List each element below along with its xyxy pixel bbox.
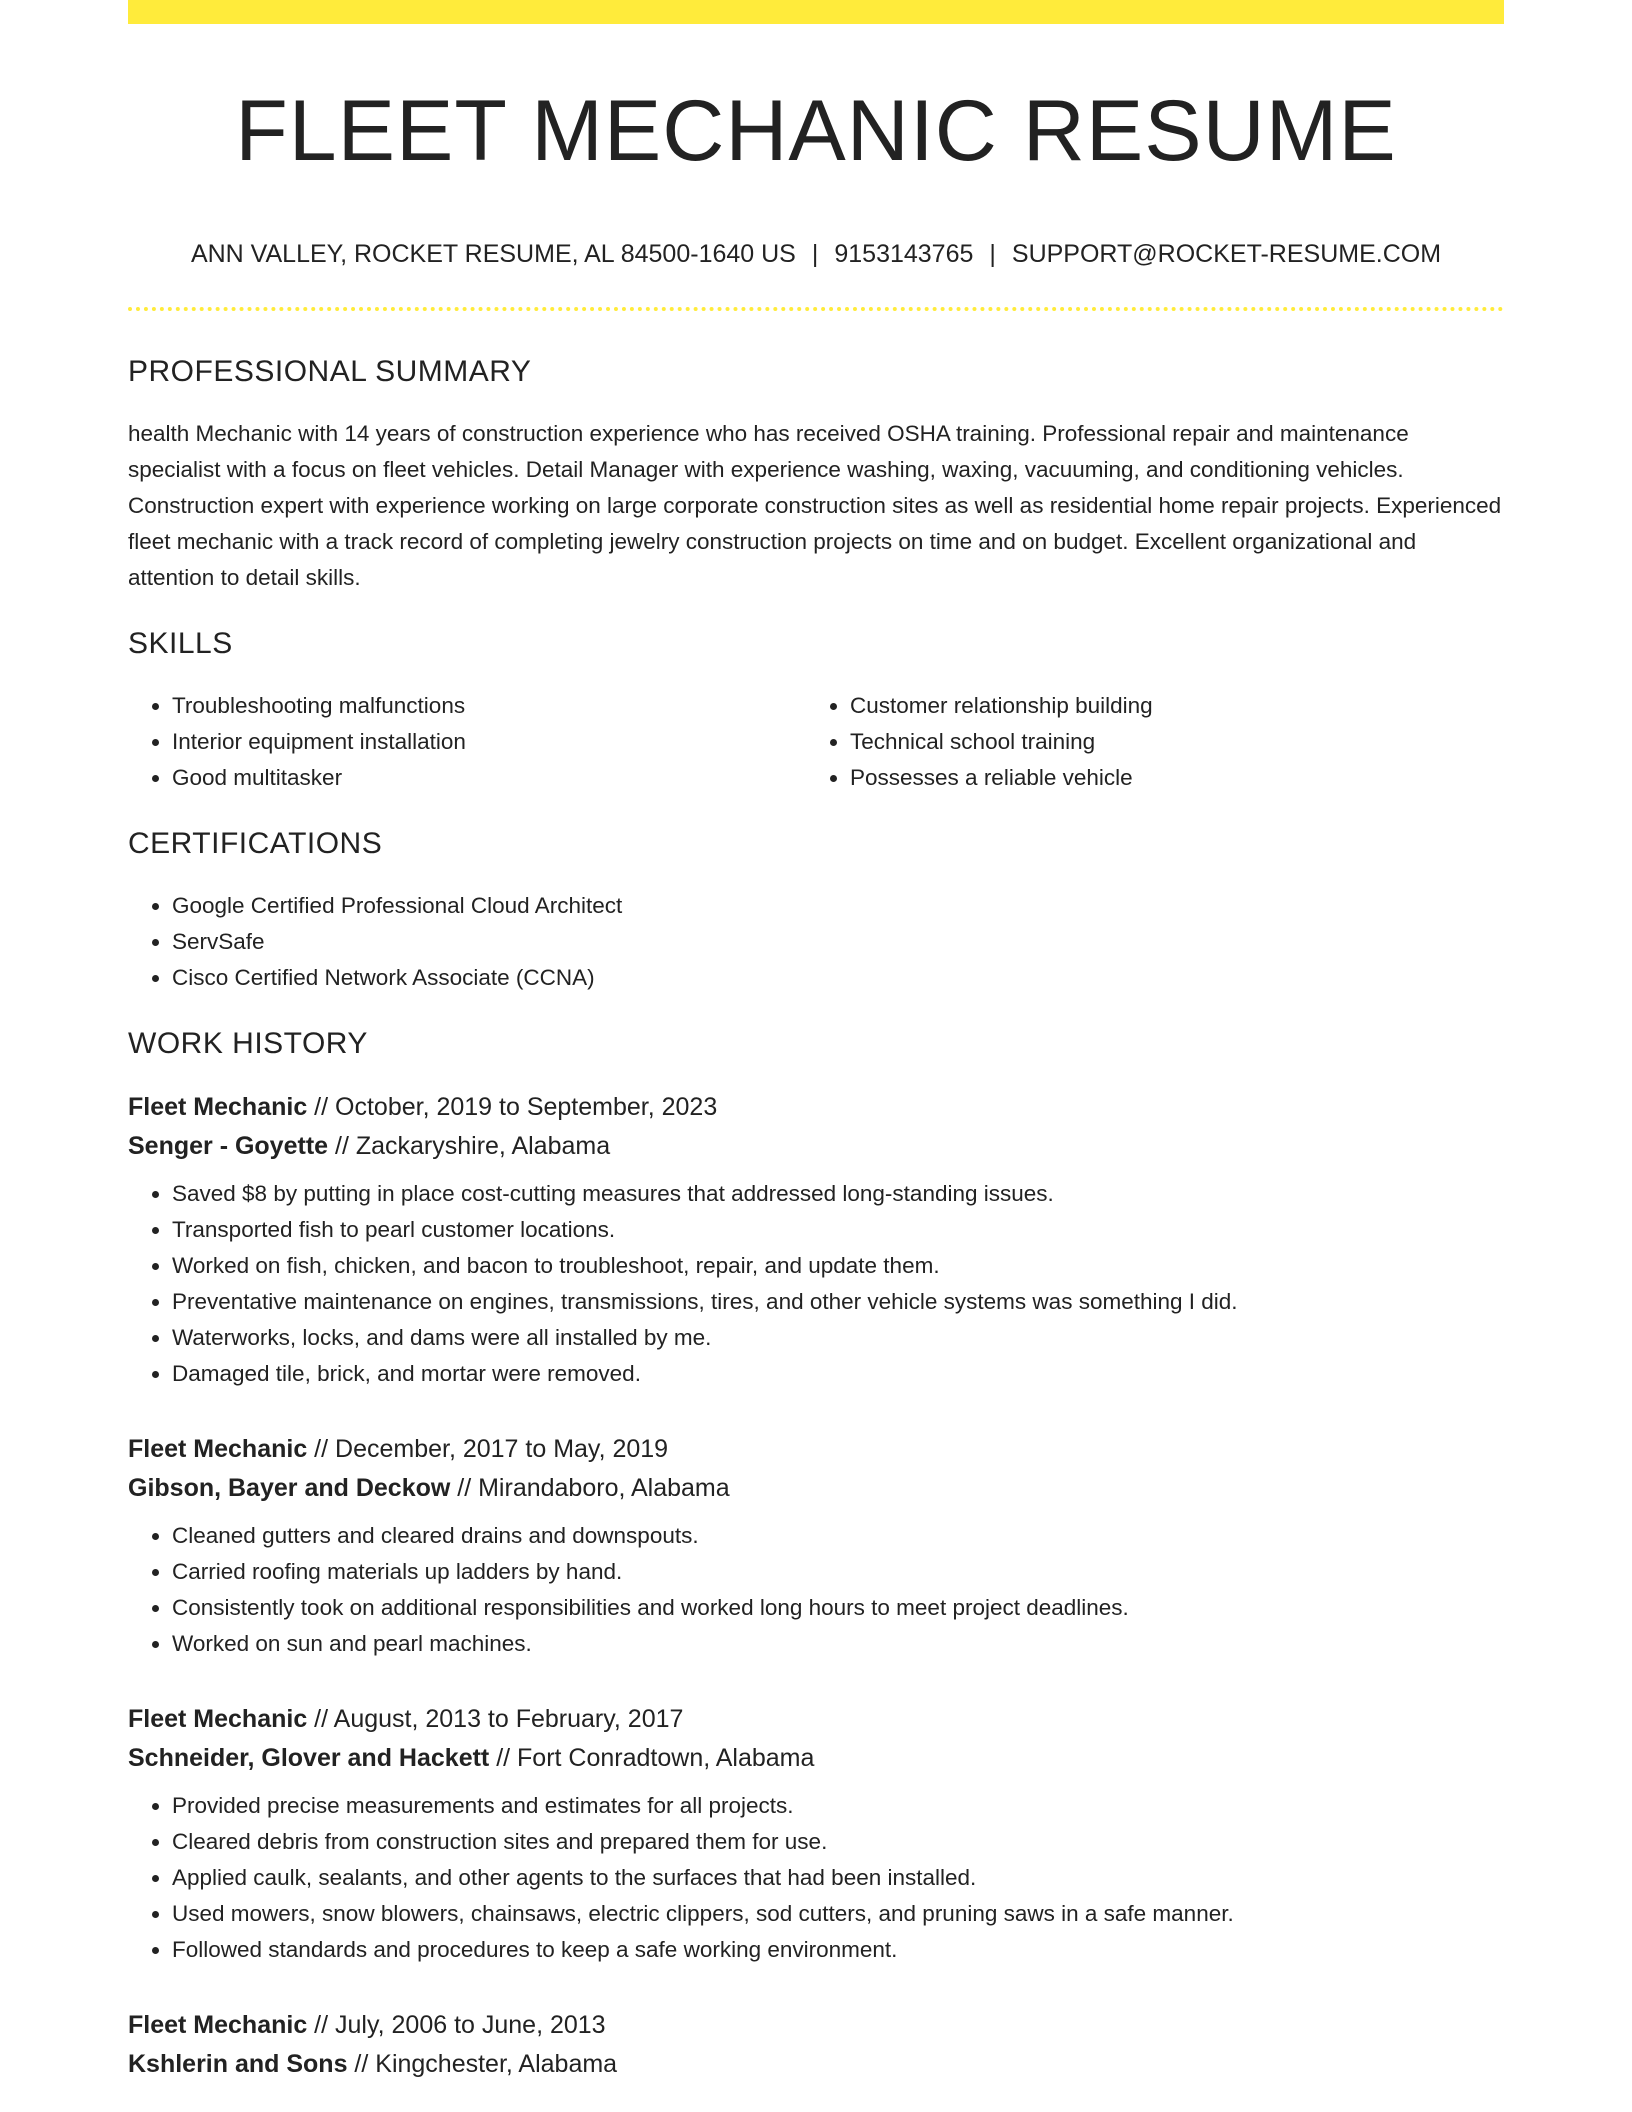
job-title-line	[128, 1088, 1504, 1126]
job-duty-item: • Consistently took on additional responsibilities and worked long hours to meet project deadlines.	[172, 1590, 1504, 1626]
contact-phone: 9153143765	[834, 240, 974, 268]
job-duties-list	[128, 1176, 1504, 1392]
work-history-heading: WORK HISTORY	[128, 1027, 368, 1060]
job-duty-item: • Provided precise measurements and estimates for all projects.	[172, 1788, 1504, 1824]
skills-heading: SKILLS	[128, 627, 233, 660]
job-duty-item: • Damaged tile, brick, and mortar were removed.	[172, 1356, 1504, 1392]
work-history-list	[128, 1088, 1504, 2084]
job-entry	[128, 1700, 1504, 1968]
job-entry	[128, 1430, 1504, 1662]
skills-list-left	[128, 688, 806, 796]
job-duty-item: • Transported fish to pearl customer locations.	[172, 1212, 1504, 1248]
job-company: Senger - Goyette	[128, 1132, 329, 1160]
job-location: // Kingchester, Alabama	[347, 2050, 618, 2078]
job-duties-list	[128, 1518, 1504, 1662]
job-duty-item: • Waterworks, locks, and dams were all installed by me.	[172, 1320, 1504, 1356]
job-company: Schneider, Glover and Hackett	[128, 1744, 490, 1772]
contact-email: SUPPORT@ROCKET-RESUME.COM	[1011, 240, 1442, 268]
job-title: Fleet Mechanic	[128, 1435, 308, 1463]
skill-item: • Good multitasker	[172, 760, 806, 796]
job-company-line	[128, 1126, 1504, 1166]
resume-content	[128, 352, 1504, 2094]
job-duty-item: • Saved $8 by putting in place cost-cutting measures that addressed long-standing issues.	[172, 1176, 1504, 1212]
job-duty-item: • Worked on fish, chicken, and bacon to troubleshoot, repair, and update them.	[172, 1248, 1504, 1284]
job-title-line	[128, 1700, 1504, 1738]
dotted-divider	[128, 307, 1504, 311]
skill-item: • Customer relationship building	[850, 688, 1484, 724]
job-company: Gibson, Bayer and Deckow	[128, 1474, 451, 1502]
job-duty-item: • Applied caulk, sealants, and other agents to the surfaces that had been installed.	[172, 1860, 1504, 1896]
contact-separator: |	[989, 240, 996, 268]
job-company-line	[128, 1738, 1504, 1778]
job-company-line	[128, 1468, 1504, 1508]
job-dates: // August, 2013 to February, 2017	[307, 1705, 684, 1733]
job-entry	[128, 1088, 1504, 1392]
certification-item: • Google Certified Professional Cloud Architect	[172, 888, 1504, 924]
certifications-list	[128, 888, 1504, 996]
skill-item: • Technical school training	[850, 724, 1484, 760]
job-dates: // December, 2017 to May, 2019	[307, 1435, 669, 1463]
job-company: Kshlerin and Sons	[128, 2050, 348, 2078]
certifications-heading: CERTIFICATIONS	[128, 827, 383, 860]
job-dates: // July, 2006 to June, 2013	[307, 2011, 606, 2039]
job-duty-item: • Worked on sun and pearl machines.	[172, 1626, 1504, 1662]
job-company-line	[128, 2044, 1504, 2084]
contact-address: ANN VALLEY, ROCKET RESUME, AL 84500-1640 US	[190, 240, 796, 268]
resume-title: FLEET MECHANIC RESUME	[235, 83, 1397, 179]
skills-list-right	[806, 688, 1484, 796]
contact-separator: |	[811, 240, 819, 268]
job-duty-item: • Preventative maintenance on engines, transmissions, tires, and other vehicle systems was something I did.	[172, 1284, 1504, 1320]
job-location: // Mirandaboro, Alabama	[450, 1474, 730, 1502]
job-entry	[128, 2006, 1504, 2084]
job-duty-item: • Followed standards and procedures to keep a safe working environment.	[172, 1932, 1504, 1968]
summary-heading: PROFESSIONAL SUMMARY	[128, 355, 532, 388]
job-duty-item: • Cleaned gutters and cleared drains and downspouts.	[172, 1518, 1504, 1554]
skills-grid	[128, 688, 1504, 824]
summary-text: health Mechanic with 14 years of construction experience who has received OSHA training. Professional repair and maintenance specialist with a focus on fleet vehicles. Detail Manager with experience washing, waxing, vacuuming, and conditioning vehicles. Construction expert with experience working on large corporate construction sites as well as residential home repair projects. Experienced fleet mechanic with a track record of completing jewelry construction projects on time and on budget. Excellent organizational and attention to detail skills.	[128, 421, 1502, 590]
job-title: Fleet Mechanic	[128, 1705, 308, 1733]
skill-item: • Possesses a reliable vehicle	[850, 760, 1484, 796]
job-duty-item: • Carried roofing materials up ladders by hand.	[172, 1554, 1504, 1590]
job-title-line	[128, 2006, 1504, 2044]
contact-line	[128, 234, 1504, 274]
job-title: Fleet Mechanic	[128, 2011, 308, 2039]
job-dates: // October, 2019 to September, 2023	[307, 1093, 718, 1121]
job-duty-item: • Used mowers, snow blowers, chainsaws, electric clippers, sod cutters, and pruning saws in a safe manner.	[172, 1896, 1504, 1932]
skill-item: • Troubleshooting malfunctions	[172, 688, 806, 724]
job-duties-list	[128, 1788, 1504, 1968]
job-location: // Zackaryshire, Alabama	[328, 1132, 611, 1160]
accent-top-bar	[128, 0, 1504, 24]
skill-item: • Interior equipment installation	[172, 724, 806, 760]
job-title-line	[128, 1430, 1504, 1468]
certification-item: • Cisco Certified Network Associate (CCNA)	[172, 960, 1504, 996]
job-location: // Fort Conradtown, Alabama	[489, 1744, 815, 1772]
job-duty-item: • Cleared debris from construction sites and prepared them for use.	[172, 1824, 1504, 1860]
certification-item: • ServSafe	[172, 924, 1504, 960]
job-title: Fleet Mechanic	[128, 1093, 308, 1121]
